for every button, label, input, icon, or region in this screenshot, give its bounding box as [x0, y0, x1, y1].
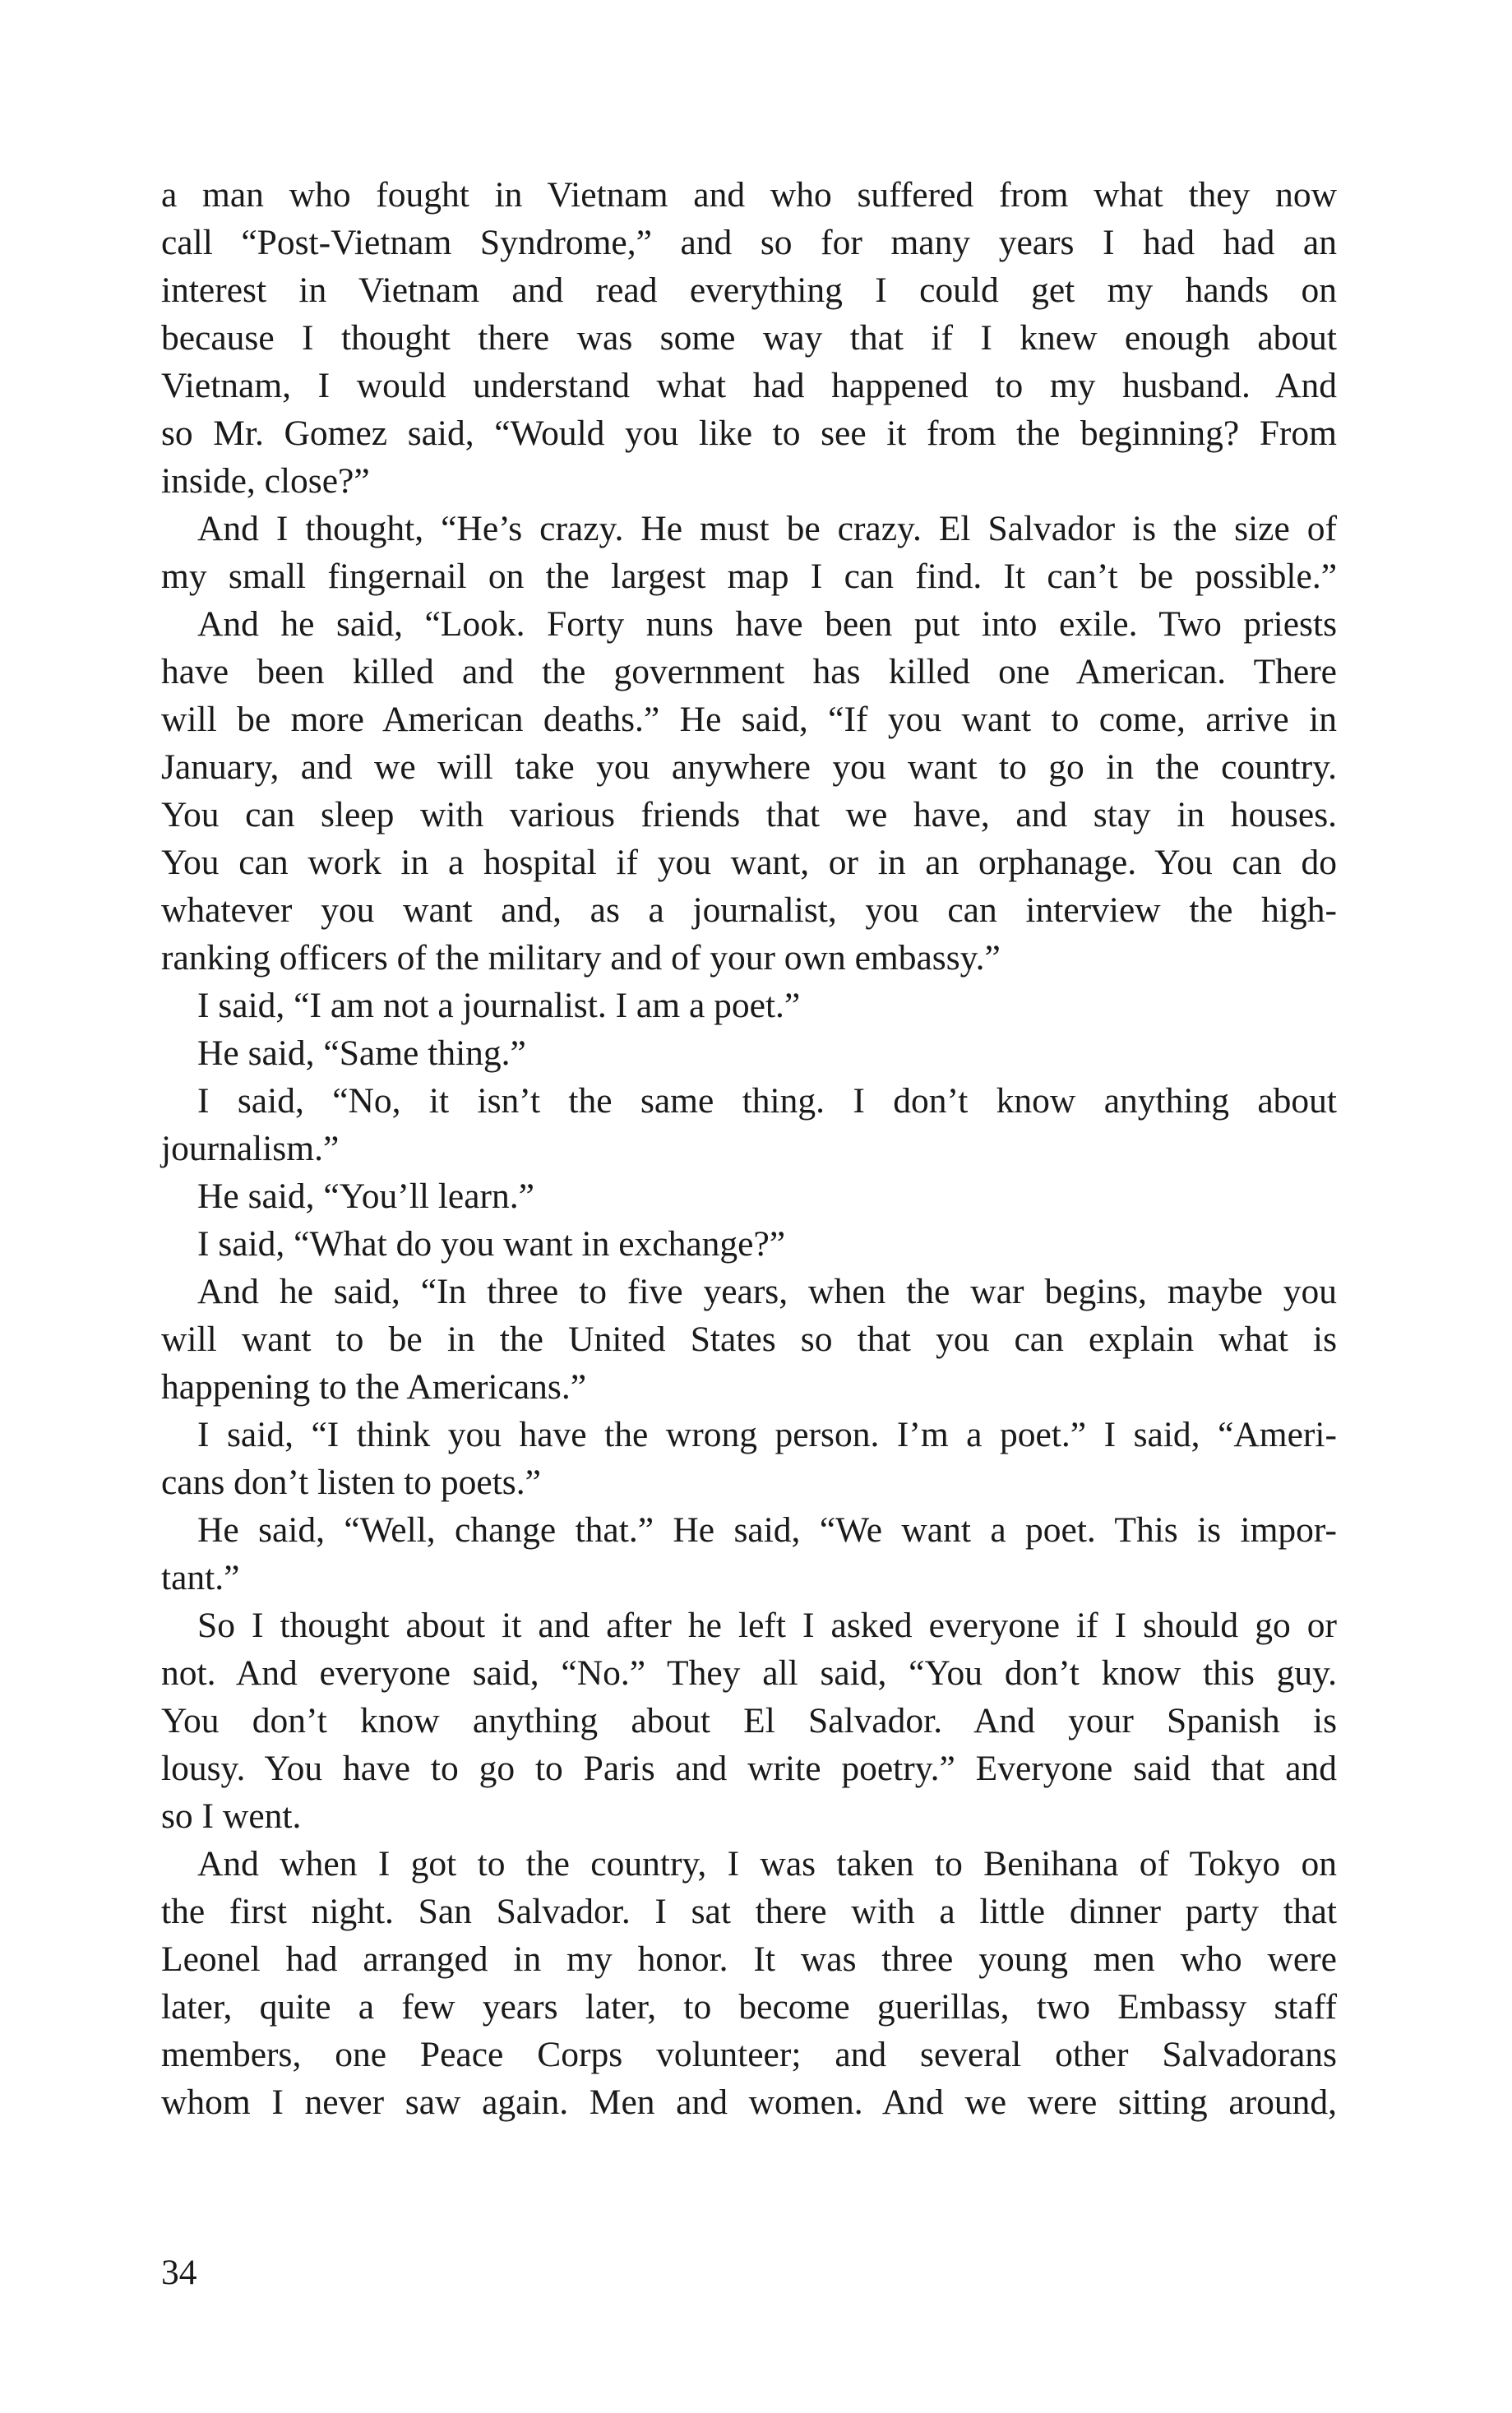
text-line: tant.”: [161, 1558, 240, 1597]
text-line: And when I got to the country, I was taken to Benihana of Tokyo on: [197, 1844, 1337, 1884]
text-line: You can work in a hospital if you want, or in an orphanage. You can do: [161, 843, 1337, 882]
text-line: journalism.”: [161, 1129, 340, 1168]
text-line: I said, “What do you want in exchange?”: [197, 1224, 786, 1264]
text-line: Leonel had arranged in my honor. It was three young men who were: [161, 1939, 1337, 1979]
text-line: You don’t know anything about El Salvador. And your Spanish is: [161, 1701, 1337, 1740]
text-line: I said, “I think you have the wrong person. I’m a poet.” I said, “Ameri-: [197, 1415, 1337, 1454]
text-line: So I thought about it and after he left I asked everyone if I should go or: [197, 1606, 1337, 1645]
body-text: [161, 171, 1337, 2126]
text-line: call “Post-Vietnam Syndrome,” and so for many years I had had an: [161, 223, 1337, 262]
text-line: And he said, “In three to five years, when the war begins, maybe you: [197, 1272, 1337, 1311]
text-line: He said, “You’ll learn.”: [197, 1176, 534, 1216]
text-line: the first night. San Salvador. I sat there with a little dinner party that: [161, 1892, 1337, 1931]
text-line: my small fingernail on the largest map I can find. It can’t be possible.”: [161, 557, 1337, 596]
text-line: have been killed and the government has killed one American. There: [161, 652, 1337, 691]
text-line: You can sleep with various friends that we have, and stay in houses.: [161, 795, 1337, 834]
text-line: not. And everyone said, “No.” They all said, “You don’t know this guy.: [161, 1653, 1337, 1693]
text-line: ranking officers of the military and of your own embassy.”: [161, 938, 1001, 978]
text-line: because I thought there was some way that if I knew enough about: [161, 318, 1337, 358]
text-line: He said, “Well, change that.” He said, “We want a poet. This is impor-: [197, 1510, 1337, 1550]
text-line: I said, “I am not a journalist. I am a poet.”: [197, 986, 801, 1025]
page-number: 34: [161, 2253, 197, 2292]
text-line: lousy. You have to go to Paris and write poetry.” Everyone said that and: [161, 1749, 1337, 1788]
text-line: so Mr. Gomez said, “Would you like to see it from the beginning? From: [161, 414, 1337, 453]
text-line: whom I never saw again. Men and women. And we were sitting around,: [161, 2082, 1337, 2122]
text-line: January, and we will take you anywhere you want to go in the country.: [161, 747, 1337, 787]
text-line: I said, “No, it isn’t the same thing. I don’t know anything about: [197, 1081, 1337, 1121]
text-line: He said, “Same thing.”: [197, 1033, 526, 1073]
text-line: interest in Vietnam and read everything I could get my hands on: [161, 270, 1337, 310]
text-line: later, quite a few years later, to become guerillas, two Embassy staff: [161, 1987, 1337, 2027]
text-line: Vietnam, I would understand what had happened to my husband. And: [161, 366, 1337, 405]
text-line: happening to the Americans.”: [161, 1367, 587, 1407]
text-line: will want to be in the United States so that you can explain what is: [161, 1320, 1337, 1359]
text-line: cans don’t listen to poets.”: [161, 1463, 541, 1502]
text-line: so I went.: [161, 1796, 302, 1836]
text-line: inside, close?”: [161, 461, 370, 501]
text-line: members, one Peace Corps volunteer; and several other Salvadorans: [161, 2035, 1337, 2074]
text-line: will be more American deaths.” He said, “If you want to come, arrive in: [161, 700, 1337, 739]
text-line: whatever you want and, as a journalist, you can interview the high-: [161, 890, 1337, 930]
text-line: a man who fought in Vietnam and who suffered from what they now: [161, 175, 1337, 215]
text-line: And he said, “Look. Forty nuns have been put into exile. Two priests: [197, 604, 1337, 644]
text-line: And I thought, “He’s crazy. He must be crazy. El Salvador is the size of: [197, 509, 1337, 548]
